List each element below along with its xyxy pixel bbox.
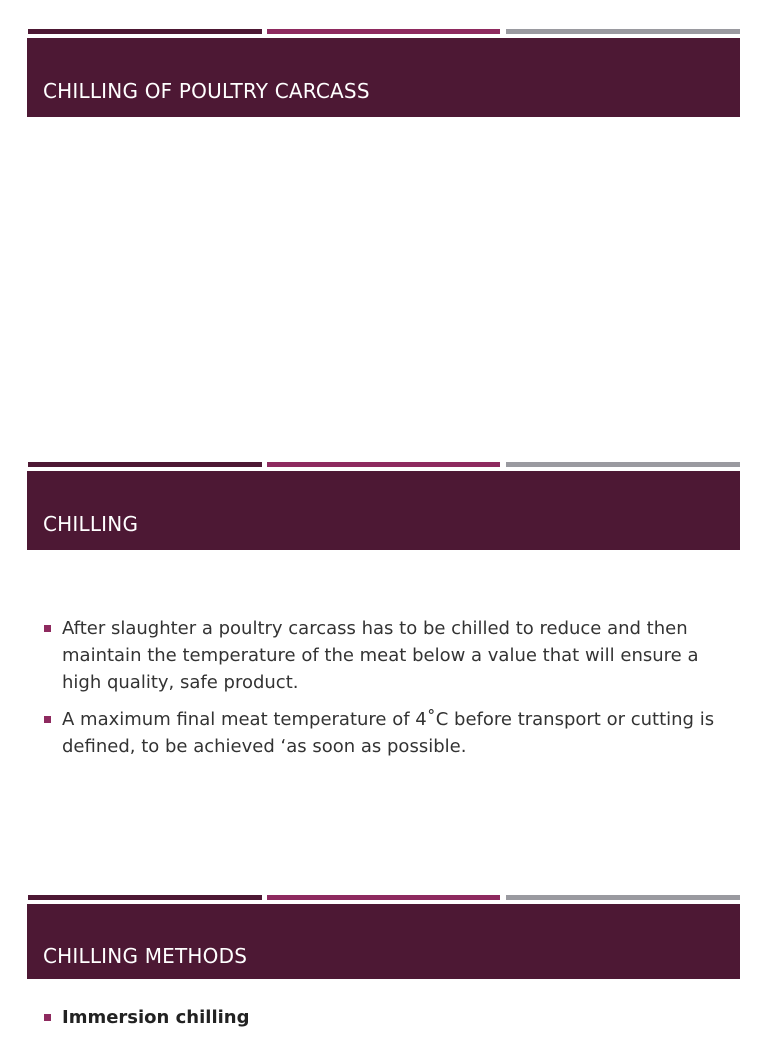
- accent-bar-dark: [28, 29, 262, 34]
- slide-title: CHILLING: [43, 512, 139, 536]
- bullet-text: After slaughter a poultry carcass has to be chilled to reduce and then maintain the temperature of the meat below a value that will ensure a high quality, safe product.: [62, 618, 699, 693]
- bullet-item: [44, 615, 734, 696]
- bullet-list: [44, 1004, 734, 1041]
- title-band: [27, 471, 740, 550]
- bullet-list: [44, 615, 734, 770]
- accent-bar-gray: [506, 29, 740, 34]
- accent-bar-magenta: [267, 895, 500, 900]
- accent-bar-magenta: [267, 29, 500, 34]
- bullet-square-icon: [44, 1014, 51, 1021]
- bullet-square-icon: [44, 625, 51, 632]
- slide-title: CHILLING METHODS: [43, 944, 248, 968]
- slide-title: CHILLING OF POULTRY CARCASS: [43, 79, 370, 103]
- slide-3: [0, 866, 768, 1028]
- bullet-text: Immersion chilling: [62, 1007, 250, 1028]
- slide-1: [0, 0, 768, 433]
- accent-bar-dark: [28, 895, 262, 900]
- accent-bar-magenta: [267, 462, 500, 467]
- bullet-square-icon: [44, 716, 51, 723]
- title-band: [27, 38, 740, 117]
- slide-2: [0, 433, 768, 866]
- accent-bar-gray: [506, 895, 740, 900]
- accent-bar-gray: [506, 462, 740, 467]
- bullet-text: A maximum final meat temperature of 4˚C before transport or cutting is defined, to be achieved ‘as soon as possible.: [62, 709, 715, 757]
- title-band: [27, 904, 740, 979]
- bullet-item: [44, 706, 734, 760]
- bullet-item: [44, 1004, 734, 1031]
- accent-bar-dark: [28, 462, 262, 467]
